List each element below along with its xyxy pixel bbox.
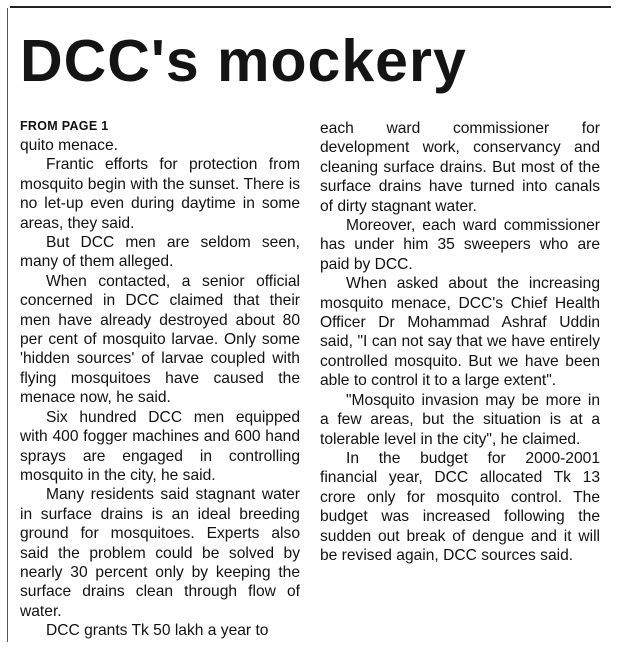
paragraph: "Mosquito invasion may be more in a few areas, but the situation is at a tolerable level in the city", he claimed. (320, 391, 600, 448)
paragraph: Six hundred DCC men equipped with 400 fogger machines and 600 hand sprays are engaged in controlling mosquito in the city, he said. (20, 408, 300, 484)
paragraph: But DCC men are seldom seen, many of them alleged. (20, 234, 300, 271)
paragraph: Frantic efforts for protection from mosquito begin with the sunset. There is no let-up even during daytime in some areas, they said. (20, 156, 300, 232)
paragraph: When contacted, a senior official concerned in DCC claimed that their men have already destroyed about 80 per cent of mosquito larvae. Only some 'hidden sources' of larvae coupled with flying mosquitoes have caused the menace now, he said. (20, 272, 300, 407)
paragraph: Many residents said stagnant water in surface drains is an ideal breeding ground for mosquitoes. Experts also said the problem could be solved by nearly 30 percent only by keeping the surface drains clean through flow of water. (20, 486, 300, 620)
paragraph: quito menace. (20, 137, 118, 154)
paragraph: When asked about the increasing mosquito menace, DCC's Chief Health Officer Dr Mohammad Ashraf Uddin said, "I can not say that we have entirely controlled mosquito. But we have been able to control it to a large extent". (320, 275, 600, 390)
paragraph: DCC grants Tk 50 lakh a year to (46, 622, 269, 640)
left-rule (7, 8, 8, 642)
right-column (320, 119, 600, 565)
paragraph: Moreover, each ward commissioner has under him 35 sweepers who are paid by DCC. (320, 217, 600, 273)
paragraph: In the budget for 2000-2001 financial year, DCC allocated Tk 13 crore only for mosquito control. The budget was increased following the sudden out break of dengue and it will be revised again, DCC sources said. (320, 449, 600, 564)
kicker: FROM PAGE 1 (20, 119, 109, 133)
headline: DCC's mockery (20, 28, 467, 94)
left-column (20, 118, 300, 641)
top-rule (10, 6, 611, 8)
paragraph: each ward commissioner for development work, conservancy and cleaning surface drains. But most of the surface drains have turned into canals of dirty stagnant water. (320, 120, 600, 215)
